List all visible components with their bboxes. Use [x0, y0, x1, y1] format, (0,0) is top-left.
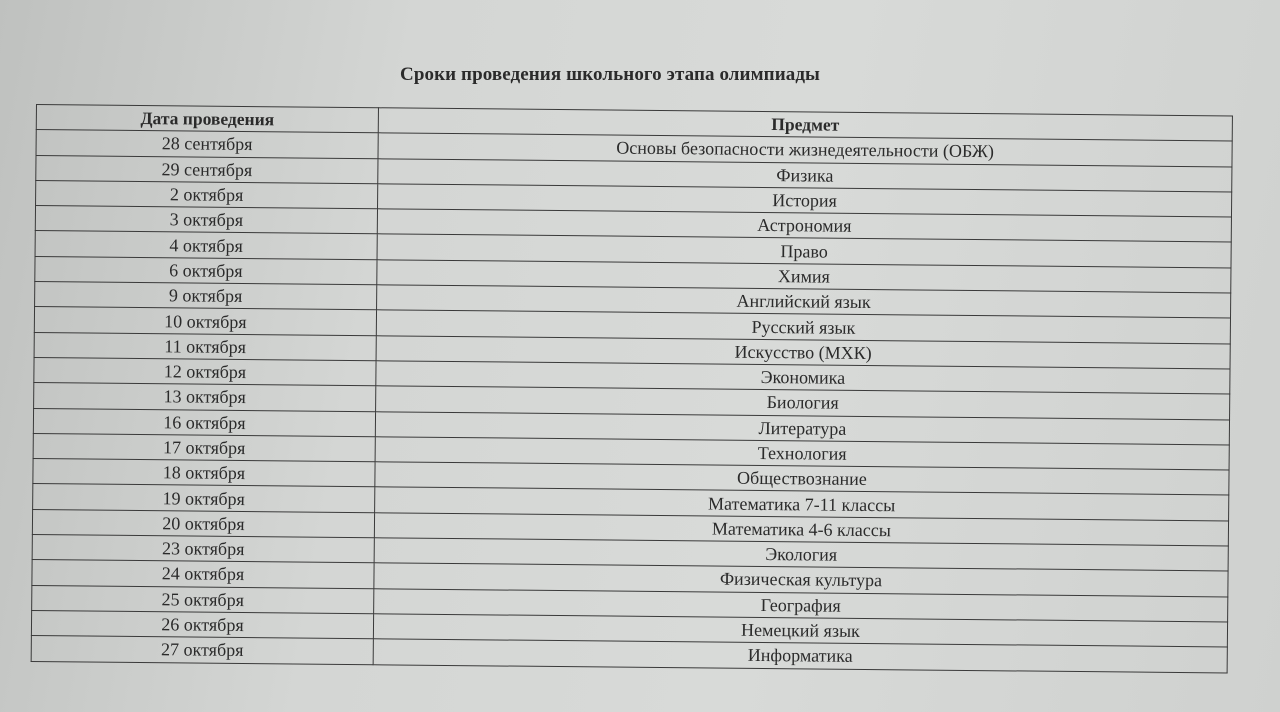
date-cell: 20 октября — [32, 509, 374, 538]
subject-cell: Математика 7-11 классы — [375, 487, 1229, 520]
subject-cell: Обществознание — [375, 462, 1229, 495]
subject-cell: Информатика — [373, 639, 1227, 672]
date-cell: 16 октября — [33, 408, 375, 437]
subject-cell: Немецкий язык — [373, 614, 1227, 647]
subject-cell: Химия — [377, 260, 1231, 293]
date-cell: 11 октября — [34, 332, 376, 361]
date-cell: 9 октября — [35, 282, 377, 311]
date-cell: 12 октября — [34, 357, 376, 386]
date-cell: 18 октября — [33, 459, 375, 488]
date-cell: 23 октября — [32, 535, 374, 564]
subject-cell: Астрономия — [377, 209, 1231, 242]
date-cell: 29 сентября — [36, 155, 378, 184]
document-title: Сроки проведения школьного этапа олимпиады — [400, 64, 820, 85]
subject-cell: Физическая культура — [374, 563, 1228, 596]
date-cell: 28 сентября — [36, 130, 378, 159]
schedule-table-wrapper — [31, 104, 1232, 673]
table-body — [31, 130, 1232, 673]
subject-cell: Основы безопасности жизнедеятельности (ОБЖ) — [378, 133, 1232, 166]
date-cell: 25 октября — [32, 585, 374, 614]
date-cell: 24 октября — [32, 560, 374, 589]
subject-cell: Математика 4-6 классы — [374, 513, 1228, 546]
subject-cell: Экономика — [376, 361, 1230, 394]
subject-cell: Английский язык — [377, 285, 1231, 318]
date-cell: 6 октября — [35, 256, 377, 285]
date-cell: 27 октября — [31, 636, 373, 665]
date-cell: 13 октября — [34, 383, 376, 412]
date-cell: 19 октября — [33, 484, 375, 513]
subject-cell: История — [378, 184, 1232, 217]
date-cell: 2 октября — [36, 180, 378, 209]
header-date: Дата проведения — [36, 105, 378, 134]
subject-cell: Русский язык — [376, 310, 1230, 343]
subject-cell: Искусство (МХК) — [376, 335, 1230, 368]
subject-cell: Литература — [375, 411, 1229, 444]
subject-cell: Право — [377, 234, 1231, 267]
date-cell: 26 октября — [31, 610, 373, 639]
date-cell: 17 октября — [33, 433, 375, 462]
schedule-table — [31, 104, 1233, 673]
subject-cell: Биология — [376, 386, 1230, 419]
date-cell: 4 октября — [35, 231, 377, 260]
subject-cell: Экология — [374, 538, 1228, 571]
header-subject: Предмет — [378, 108, 1232, 141]
subject-cell: Физика — [378, 158, 1232, 191]
subject-cell: География — [374, 588, 1228, 621]
date-cell: 3 октября — [35, 206, 377, 235]
date-cell: 10 октября — [34, 307, 376, 336]
subject-cell: Технология — [375, 437, 1229, 470]
